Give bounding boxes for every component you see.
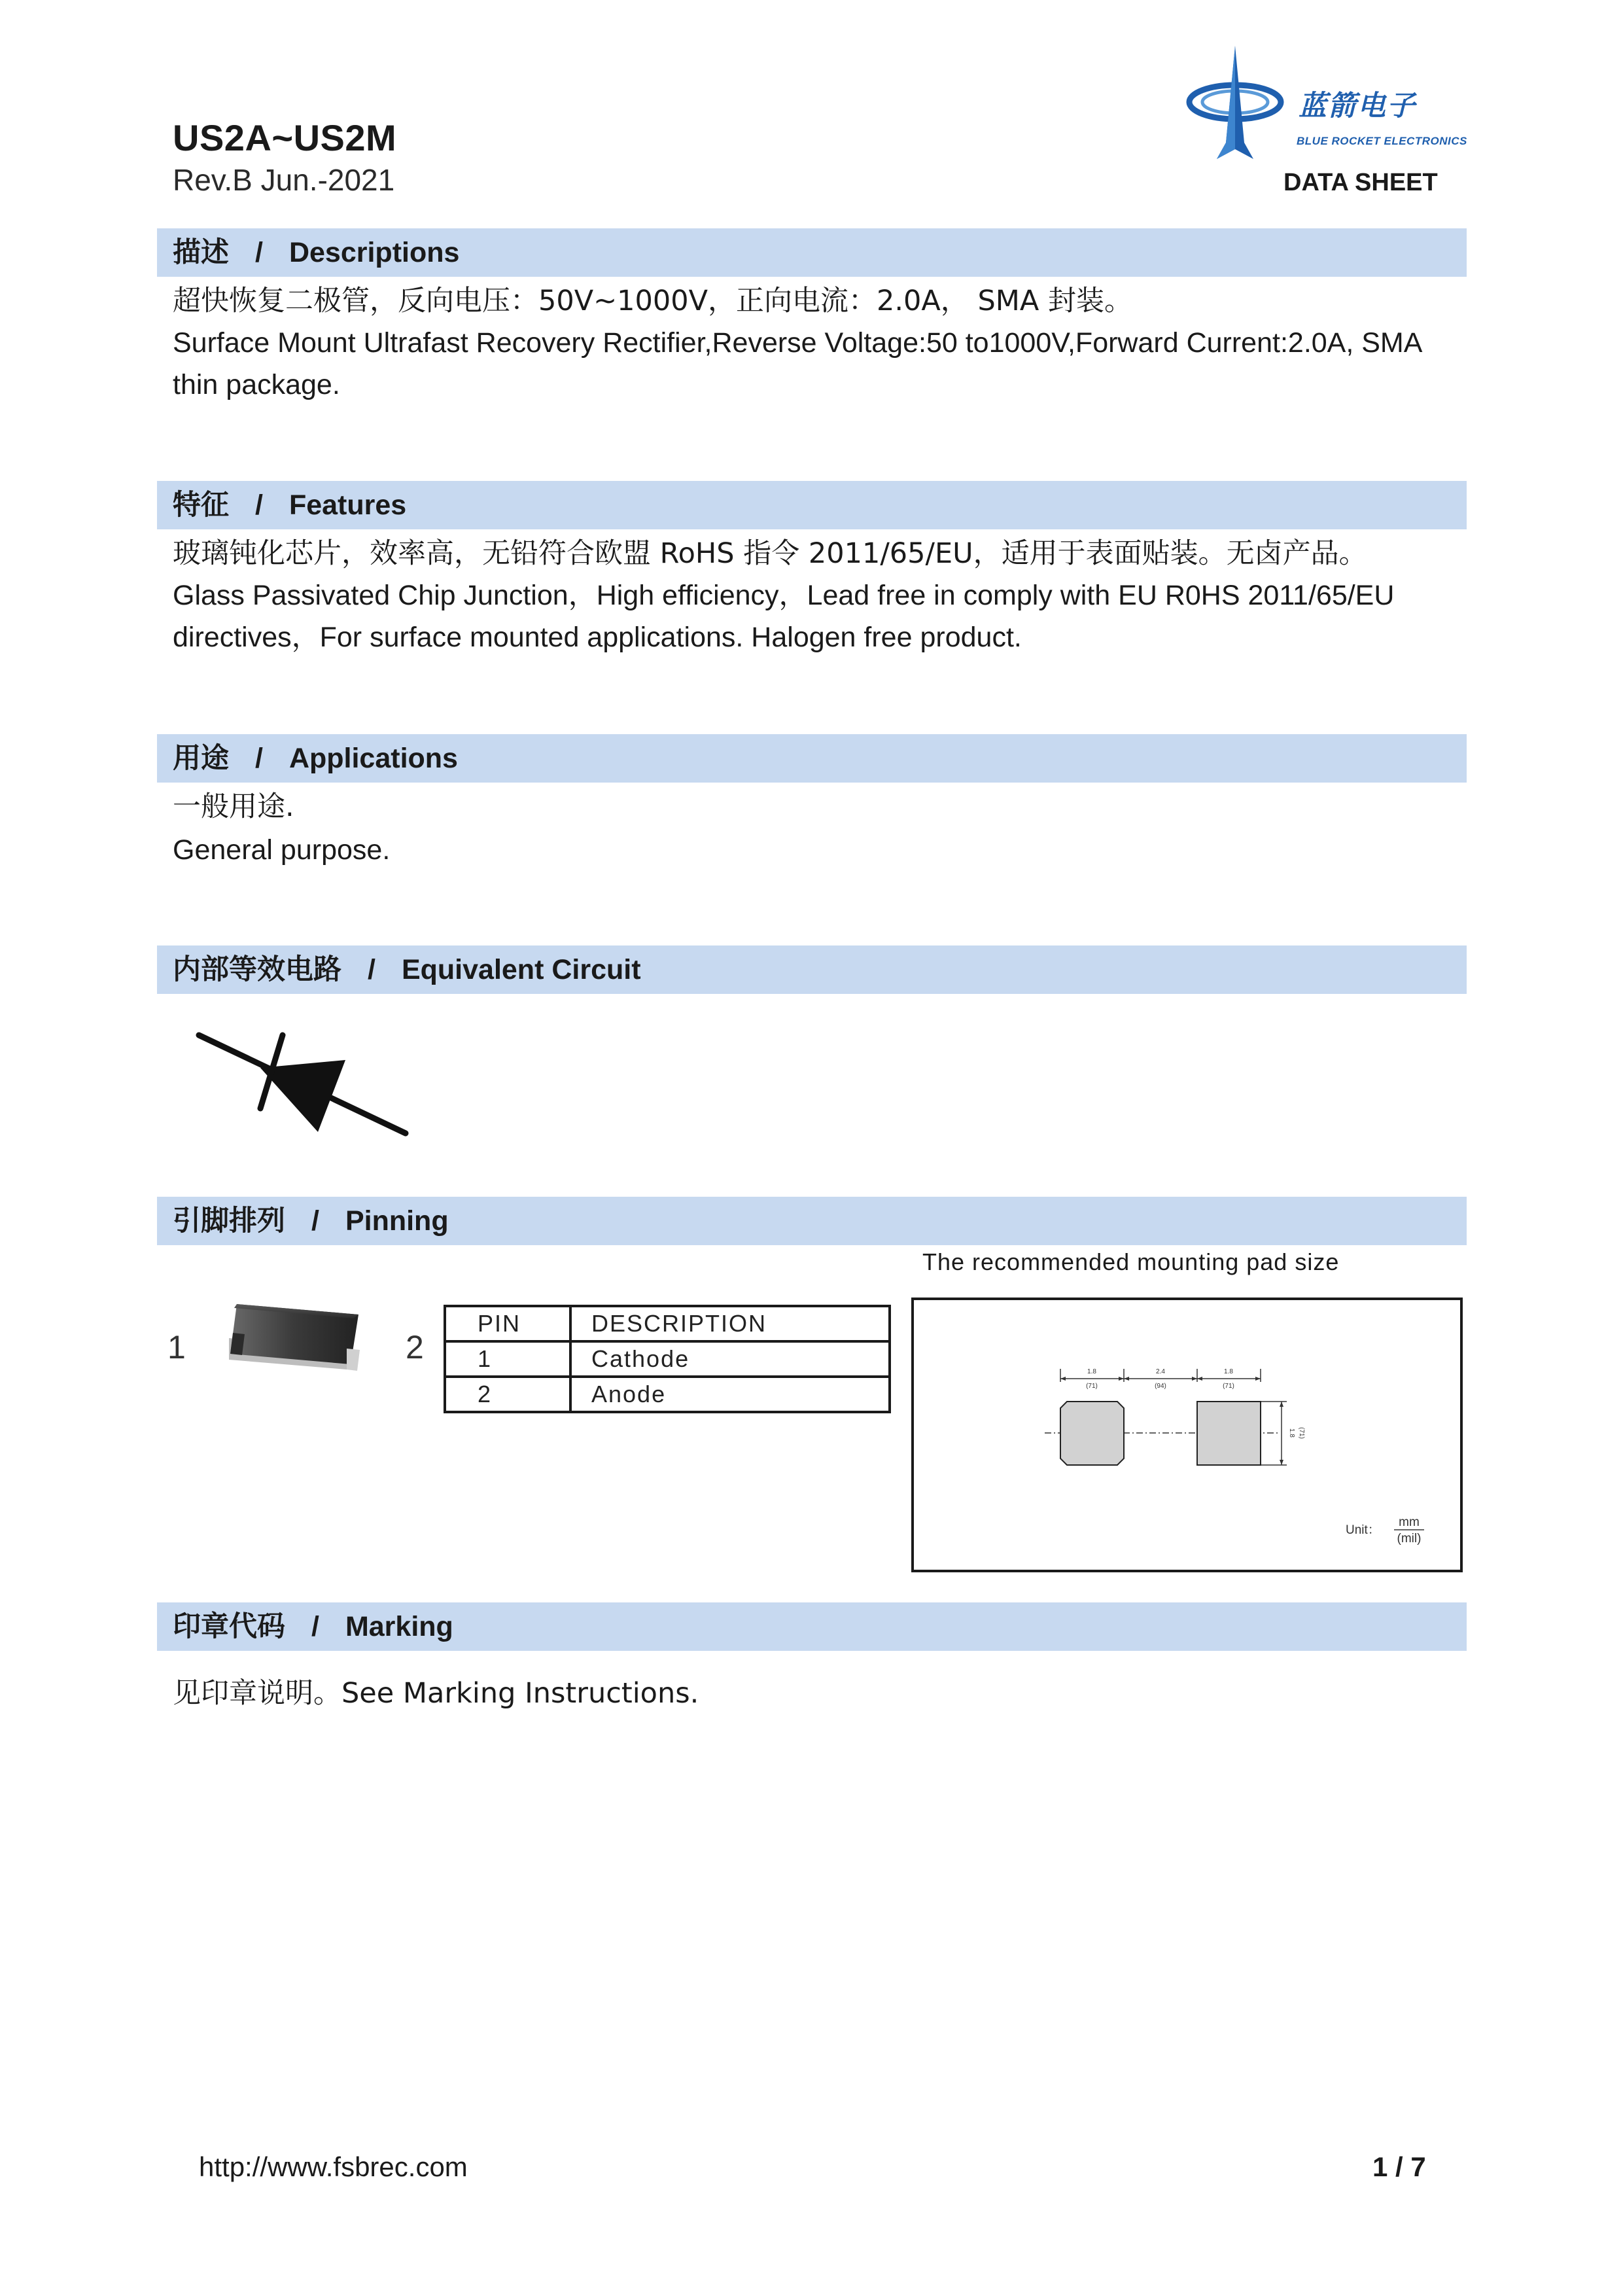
dim-pad2-mm: 1.8 xyxy=(1224,1368,1233,1375)
unit-mil: (mil) xyxy=(1397,1532,1422,1545)
logo-text-en: BLUE ROCKET ELECTRONICS xyxy=(1297,135,1467,147)
logo-text-cn: 蓝箭电子 xyxy=(1299,90,1416,122)
table-cell-description: Cathode xyxy=(570,1341,890,1377)
page-number: 1 / 7 xyxy=(1372,2151,1426,2182)
dim-pad2-mil: (71) xyxy=(1223,1383,1234,1390)
dim-pad1-mil: (71) xyxy=(1086,1383,1098,1390)
dim-pad1-mm: 1.8 xyxy=(1087,1368,1096,1375)
section-separator: / xyxy=(255,489,263,521)
section-title-cn: 特征 xyxy=(173,489,229,521)
section-separator: / xyxy=(368,954,375,985)
doc-type: DATA SHEET xyxy=(1283,169,1438,196)
pad-size-title: The recommended mounting pad size xyxy=(922,1248,1340,1275)
section-title-cn: 印章代码 xyxy=(173,1610,285,1643)
table-cell-description: Anode xyxy=(570,1377,890,1412)
section-separator: / xyxy=(255,743,263,774)
section-title-en: Pinning xyxy=(345,1205,449,1237)
table-header-description: DESCRIPTION xyxy=(570,1306,890,1341)
table-row xyxy=(445,1377,890,1412)
applications-text-en: General purpose. xyxy=(173,834,391,866)
section-title-en: Equivalent Circuit xyxy=(401,954,641,985)
section-title-cn: 内部等效电路 xyxy=(173,953,341,986)
unit-label: Unit： xyxy=(1346,1523,1380,1537)
section-separator: / xyxy=(311,1205,319,1237)
section-title-en: Marking xyxy=(345,1611,453,1642)
table-header-pin: PIN xyxy=(445,1306,570,1341)
features-text-cn: 玻璃钝化芯片，效率高，无铅符合欧盟 RoHS 指令 2011/65/EU，适用于表面贴装。无卤产品。 xyxy=(173,537,1367,570)
section-header-descriptions xyxy=(157,228,1467,277)
pin-label-2: 2 xyxy=(406,1329,424,1366)
features-text-en-1: Glass Passivated Chip Junction，High efficiency，Lead free in comply with EU R0HS 2011/65/EU xyxy=(173,580,1395,611)
section-header-features xyxy=(157,481,1467,529)
section-title-en: Applications xyxy=(288,743,458,774)
section-header-pinning xyxy=(157,1197,1467,1245)
descriptions-text-cn: 超快恢复二极管，反向电压：50V~1000V，正向电流：2.0A， SMA 封装。 xyxy=(173,285,1132,317)
footer-url-link[interactable]: http://www.fsbrec.com xyxy=(199,2151,468,2182)
section-header-marking xyxy=(157,1602,1467,1651)
pad-drawing xyxy=(914,1300,1460,1570)
descriptions-text-en-2: thin package. xyxy=(173,369,340,400)
section-title-cn: 用途 xyxy=(173,742,229,775)
marking-text: 见印章说明。See Marking Instructions. xyxy=(173,1677,699,1710)
dim-height-mm: 1.8 xyxy=(1288,1428,1295,1438)
section-title-en: Features xyxy=(288,489,407,521)
diode-symbol-icon xyxy=(190,1021,425,1152)
dim-gap-mm: 2.4 xyxy=(1156,1368,1165,1375)
section-title-cn: 描述 xyxy=(173,236,229,269)
revision: Rev.B Jun.-2021 xyxy=(173,163,395,197)
table-header-row xyxy=(445,1306,890,1341)
section-title-cn: 引脚排列 xyxy=(173,1205,285,1237)
part-number: US2A~US2M xyxy=(173,117,397,158)
section-header-circuit xyxy=(157,945,1467,994)
table-cell-pin: 1 xyxy=(445,1341,570,1377)
table-cell-pin: 2 xyxy=(445,1377,570,1412)
applications-text-cn: 一般用途. xyxy=(173,790,294,823)
features-text-en-2: directives，For surface mounted applications. Halogen free product. xyxy=(173,622,1022,653)
mounting-pad-diagram xyxy=(911,1298,1463,1572)
sma-package-icon xyxy=(222,1292,366,1390)
unit-mm: mm xyxy=(1399,1515,1420,1529)
pin-label-1: 1 xyxy=(167,1329,186,1366)
pin-table xyxy=(444,1305,891,1413)
dim-height-mil: (71) xyxy=(1298,1427,1305,1439)
dim-gap-mil: (94) xyxy=(1155,1383,1166,1390)
section-separator: / xyxy=(311,1611,319,1642)
section-separator: / xyxy=(255,237,263,268)
table-row xyxy=(445,1341,890,1377)
descriptions-text-en-1: Surface Mount Ultrafast Recovery Rectifier,Reverse Voltage:50 to1000V,Forward Current:2.0A, SMA xyxy=(173,327,1423,359)
section-title-en: Descriptions xyxy=(288,237,460,268)
section-header-applications xyxy=(157,734,1467,783)
